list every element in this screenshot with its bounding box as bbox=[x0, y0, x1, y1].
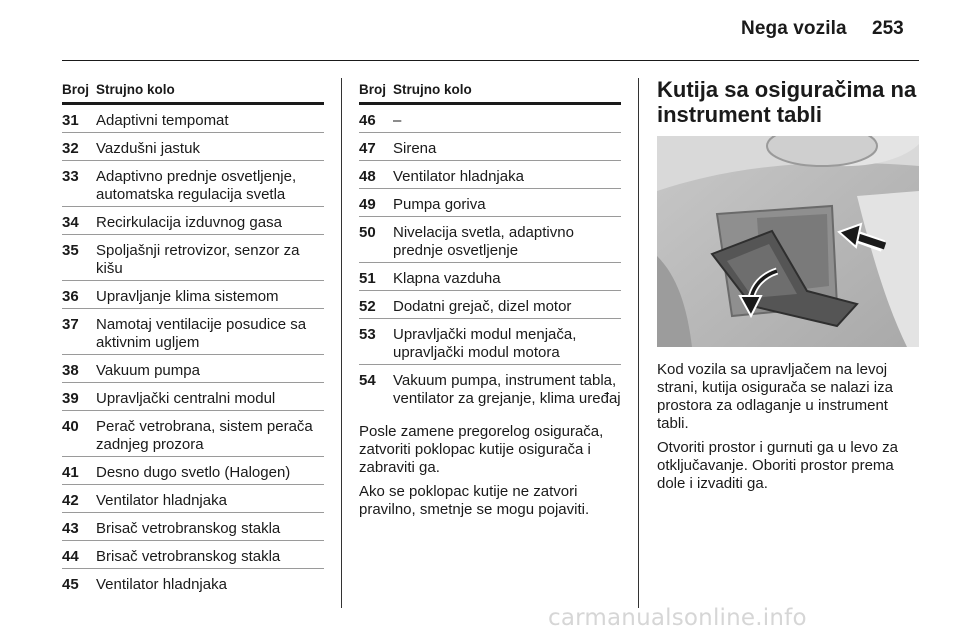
table-row bbox=[62, 383, 324, 411]
table-row bbox=[62, 281, 324, 309]
circuit-name: Vakuum pumpa, instrument tabla, ventilator za grejanje, klima uređaj bbox=[393, 372, 621, 407]
table-row bbox=[62, 309, 324, 355]
circuit-name: Upravljački modul menjača, upravljački modul motora bbox=[393, 326, 577, 361]
circuit-name: Adaptivni tempomat bbox=[96, 112, 229, 129]
circuit-name: Vazdušni jastuk bbox=[96, 140, 200, 157]
header-rule bbox=[62, 60, 919, 61]
fuse-number: 46 bbox=[359, 112, 376, 129]
fuse-number: 49 bbox=[359, 196, 376, 213]
table-row bbox=[62, 541, 324, 569]
circuit-name: Brisač vetrobranskog stakla bbox=[96, 548, 281, 565]
table-row bbox=[62, 513, 324, 541]
fuse-number: 35 bbox=[62, 242, 79, 259]
fuse-table-left-rows bbox=[62, 105, 324, 596]
circuit-name: Ventilator hladnjaka bbox=[393, 168, 524, 185]
table-row bbox=[62, 105, 324, 133]
column-divider-left bbox=[341, 78, 342, 608]
page-number: 253 bbox=[872, 18, 904, 39]
table-row bbox=[359, 133, 621, 161]
circuit-name: Upravljački centralni modul bbox=[96, 390, 276, 407]
table-row bbox=[359, 291, 621, 319]
col-header-circuit: Strujno kolo bbox=[393, 82, 472, 97]
fuse-number: 45 bbox=[62, 576, 79, 593]
section-paragraph: Otvoriti prostor i gurnuti ga u levo za otključavanje. Oboriti prostor prema dole i izvaditi ga. bbox=[657, 439, 898, 492]
circuit-name: Ventilator hladnjaka bbox=[96, 576, 227, 593]
circuit-name: Klapna vazduha bbox=[393, 270, 501, 287]
table-row bbox=[359, 319, 621, 365]
instrument-panel-fusebox-section bbox=[657, 77, 919, 493]
table-row bbox=[62, 355, 324, 383]
fuse-number: 48 bbox=[359, 168, 376, 185]
fuse-number: 50 bbox=[359, 224, 376, 241]
fuse-table-right-column bbox=[359, 80, 621, 519]
fuse-number: 40 bbox=[62, 418, 79, 435]
table-row bbox=[359, 365, 621, 410]
fuse-number: 34 bbox=[62, 214, 79, 231]
fuse-number: 44 bbox=[62, 548, 79, 565]
page-header-title: Nega vozila bbox=[741, 18, 847, 39]
fuse-number: 37 bbox=[62, 316, 79, 333]
fuse-table-left bbox=[62, 80, 324, 596]
col-header-number: Broj bbox=[359, 82, 386, 97]
fuse-number: 38 bbox=[62, 362, 79, 379]
fuse-number: 54 bbox=[359, 372, 376, 389]
circuit-name: Desno dugo svetlo (Halogen) bbox=[96, 464, 291, 481]
fuse-number: 51 bbox=[359, 270, 376, 287]
fuse-number: 36 bbox=[62, 288, 79, 305]
table-row bbox=[62, 207, 324, 235]
circuit-name: Perač vetrobrana, sistem perača zadnjeg prozora bbox=[96, 418, 313, 453]
table-row bbox=[62, 569, 324, 596]
col-header-number: Broj bbox=[62, 82, 89, 97]
section-paragraph: Kod vozila sa upravljačem na levoj strani, kutija osigurača se nalazi iza prostora za odlaganje u instrument tabli. bbox=[657, 361, 893, 432]
circuit-name: Brisač vetrobranskog stakla bbox=[96, 520, 281, 537]
fuse-table-right-header bbox=[359, 80, 621, 99]
table-row bbox=[62, 235, 324, 281]
fusebox-illustration bbox=[657, 136, 919, 347]
fuse-number: 53 bbox=[359, 326, 376, 343]
table-row bbox=[62, 485, 324, 513]
table-row bbox=[62, 161, 324, 207]
fuse-number: 32 bbox=[62, 140, 79, 157]
fuse-number: 33 bbox=[62, 168, 79, 185]
note-paragraph: Ako se poklopac kutije ne zatvori pravilno, smetnje se mogu pojaviti. bbox=[359, 483, 590, 518]
fuse-number: 42 bbox=[62, 492, 79, 509]
table-row bbox=[62, 133, 324, 161]
fuse-number: 52 bbox=[359, 298, 376, 315]
watermark: carmanualsonline.info bbox=[548, 605, 807, 631]
circuit-name: Ventilator hladnjaka bbox=[96, 492, 227, 509]
fuse-number: 39 bbox=[62, 390, 79, 407]
table-row bbox=[359, 189, 621, 217]
fuse-number: 47 bbox=[359, 140, 376, 157]
fuse-table-left-header bbox=[62, 80, 324, 99]
circuit-name: Spoljašnji retrovizor, senzor za kišu bbox=[96, 242, 300, 277]
fuse-number: 43 bbox=[62, 520, 79, 537]
note-paragraph: Posle zamene pregorelog osigurača, zatvoriti poklopac kutije osigurača i zabraviti ga. bbox=[359, 423, 604, 476]
circuit-name: Namotaj ventilacije posudice sa aktivnim ugljem bbox=[96, 316, 307, 351]
circuit-name: Vakuum pumpa bbox=[96, 362, 200, 379]
col-header-circuit: Strujno kolo bbox=[96, 82, 175, 97]
table-row bbox=[359, 217, 621, 263]
circuit-name: Adaptivno prednje osvetljenje, automatska regulacija svetla bbox=[96, 168, 297, 203]
fuse-number: 41 bbox=[62, 464, 79, 481]
table-row bbox=[359, 161, 621, 189]
circuit-name: Upravljanje klima sistemom bbox=[96, 288, 279, 305]
table-row bbox=[359, 263, 621, 291]
fuse-table-right-rows bbox=[359, 105, 621, 410]
table-row bbox=[62, 457, 324, 485]
table-row bbox=[62, 411, 324, 457]
circuit-name: Pumpa goriva bbox=[393, 196, 486, 213]
section-title: Kutija sa osiguračima na instrument tabli bbox=[657, 77, 917, 127]
fuse-number: 31 bbox=[62, 112, 79, 129]
column-divider-right bbox=[638, 78, 639, 608]
table-row bbox=[359, 105, 621, 133]
circuit-name: Nivelacija svetla, adaptivno prednje osvetljenje bbox=[393, 224, 574, 259]
circuit-name: Dodatni grejač, dizel motor bbox=[393, 298, 572, 315]
circuit-name: – bbox=[393, 112, 402, 129]
circuit-name: Sirena bbox=[393, 140, 437, 157]
circuit-name: Recirkulacija izduvnog gasa bbox=[96, 214, 282, 231]
